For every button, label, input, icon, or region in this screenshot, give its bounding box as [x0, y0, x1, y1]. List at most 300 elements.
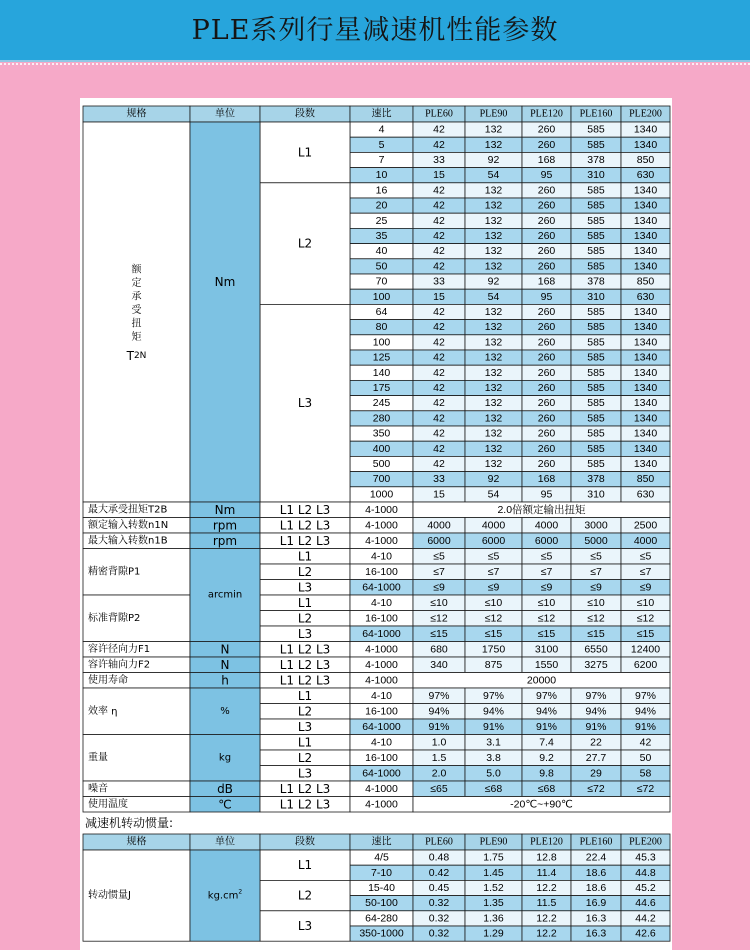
backlash-unit: arcmin — [207, 589, 243, 601]
backlash-row-value: ≤12 — [587, 612, 605, 625]
torque-row-value: 132 — [484, 321, 503, 334]
torque-row-value: 260 — [537, 184, 556, 197]
backlash-row-value: ≤5 — [433, 550, 445, 563]
torque-row-value: 1340 — [633, 336, 658, 349]
torque-row-value: 585 — [587, 412, 605, 425]
torque-row-value: 378 — [587, 275, 605, 288]
torque-row-ratio: 10 — [375, 169, 388, 182]
inertia-row-value: 44.8 — [635, 866, 656, 879]
torque-row-value: 378 — [587, 473, 605, 486]
weight-row-value: 58 — [639, 767, 652, 780]
torque-row-value: 585 — [587, 382, 605, 394]
torque-stage-label: L3 — [297, 396, 313, 411]
torque-row-ratio: 700 — [372, 473, 391, 486]
efficiency-row-value: 91% — [482, 720, 505, 733]
torque-row-value: 310 — [587, 169, 605, 182]
torque-row-value: 42 — [433, 245, 445, 258]
backlash-row-ratio: 16-100 — [365, 565, 398, 578]
torque-row-ratio: 4 — [378, 123, 385, 136]
spec-row-value: 4000 — [633, 534, 658, 547]
torque-row-value: 92 — [487, 275, 500, 288]
inertia-row-value: 0.42 — [428, 866, 450, 879]
backlash-row-value: ≤10 — [537, 596, 556, 609]
torque-row-value: 260 — [537, 351, 556, 364]
torque-label-char: 扭 — [131, 318, 142, 330]
torque-row-value: 260 — [537, 412, 556, 425]
torque-row-value: 132 — [484, 184, 503, 197]
backlash-row-stage: L2 — [297, 611, 313, 626]
force-row-label: 容许径向力F1 — [88, 643, 151, 655]
backlash-row-value: ≤10 — [484, 596, 503, 609]
backlash-row-value: ≤10 — [636, 596, 655, 609]
force-row-ratio: 4-1000 — [365, 674, 398, 687]
backlash-row-stage: L3 — [297, 580, 313, 595]
torque-label-char: 矩 — [131, 332, 142, 343]
torque-row-value: 260 — [537, 306, 556, 318]
torque-row-value: 585 — [587, 245, 605, 258]
backlash-row-value: ≤5 — [590, 550, 602, 563]
weight-row-value: 2.0 — [431, 767, 447, 780]
backlash-row-value: ≤15 — [636, 627, 655, 640]
spec-row-value: 6000 — [427, 534, 451, 547]
torque-row-value: 585 — [587, 351, 605, 364]
torque-row-value: 132 — [484, 427, 503, 440]
inertia-row-value: 18.6 — [585, 882, 607, 894]
torque-row-value: 54 — [487, 290, 500, 303]
torque-row-value: 54 — [487, 169, 500, 182]
efficiency-row-value: 97% — [535, 689, 558, 702]
weight-unit: kg — [218, 752, 232, 764]
torque-row-value: 132 — [484, 214, 503, 227]
torque-row-ratio: 80 — [375, 321, 388, 334]
spec-row-label: 最大输入转数n1B — [88, 535, 168, 547]
torque-row-value: 42 — [433, 427, 445, 440]
inertia-row-value: 12.2 — [536, 912, 557, 925]
torque-row-value: 132 — [484, 123, 503, 136]
torque-row-value: 1340 — [633, 199, 658, 212]
force-row-stages: L1 L2 L3 — [279, 657, 331, 672]
inertia-row-value: 12.2 — [536, 927, 557, 940]
noise-row-unit: dB — [217, 781, 233, 796]
torque-row-value: 1340 — [633, 260, 658, 273]
torque-row-value: 42 — [433, 306, 445, 318]
main-header-4: 速比 — [371, 108, 392, 120]
force-row-value: 1750 — [481, 643, 506, 656]
main-header-1: 规格 — [126, 108, 147, 120]
torque-row-value: 260 — [537, 260, 556, 273]
torque-row-value: 1340 — [633, 366, 658, 379]
torque-row-value: 132 — [484, 245, 503, 258]
torque-row-value: 585 — [587, 397, 605, 410]
main-header-2: 单位 — [215, 108, 235, 120]
torque-row-value: 630 — [636, 290, 655, 303]
inertia-row-value: 12.8 — [536, 851, 557, 864]
torque-row-ratio: 5 — [378, 138, 385, 151]
torque-row-value: 42 — [433, 230, 445, 242]
torque-row-value: 585 — [587, 184, 605, 197]
backlash-row-value: ≤12 — [636, 612, 655, 625]
torque-row-value: 585 — [587, 306, 605, 318]
torque-row-value: 42 — [433, 214, 445, 227]
noise-row-value: ≤68 — [484, 782, 503, 795]
weight-row-value: 50 — [639, 751, 652, 764]
main-header-6: PLE90 — [479, 108, 508, 120]
inertia-stage-label: L2 — [297, 888, 313, 903]
backlash-row-value: ≤12 — [484, 612, 503, 625]
torque-row-value: 260 — [537, 442, 556, 455]
backlash-row-ratio: 64-1000 — [362, 581, 401, 594]
spec-row-ratio: 4-1000 — [365, 519, 398, 532]
inertia-header-3: 段数 — [295, 836, 315, 848]
torque-row-value: 42 — [433, 366, 445, 379]
torque-row-value: 585 — [587, 427, 605, 440]
backlash-row-stage: L1 — [297, 595, 313, 610]
spec-row-unit: rpm — [212, 518, 238, 533]
torque-row-ratio: 140 — [372, 366, 391, 379]
torque-row-value: 585 — [587, 138, 605, 151]
weight-row-ratio: 16-100 — [365, 751, 398, 764]
backlash-row-value: ≤15 — [587, 627, 605, 640]
efficiency-row-value: 94% — [585, 705, 607, 718]
force-row-value: 3275 — [584, 658, 608, 671]
torque-row-value: 33 — [433, 275, 445, 288]
backlash-row-value: ≤5 — [639, 550, 652, 563]
inertia-row-value: 18.6 — [585, 866, 607, 879]
force-row-ratio: 4-1000 — [365, 643, 398, 656]
force-row-unit: N — [220, 642, 230, 657]
torque-row-ratio: 100 — [372, 336, 391, 349]
inertia-header-8: PLE160 — [579, 836, 613, 848]
efficiency-row-value: 97% — [585, 689, 607, 702]
torque-row-value: 132 — [484, 351, 503, 364]
inertia-header-2: 单位 — [215, 836, 235, 848]
torque-row-value: 42 — [433, 321, 445, 334]
inertia-row-value: 42.6 — [635, 927, 656, 940]
inertia-row-value: 0.32 — [428, 912, 450, 925]
torque-stage-label: L2 — [297, 236, 313, 251]
backlash-row-value: ≤15 — [430, 627, 448, 640]
torque-row-value: 585 — [587, 260, 605, 273]
spec-row-stages: L1 L2 L3 — [279, 533, 331, 548]
main-header-5: PLE60 — [425, 108, 453, 120]
torque-row-value: 260 — [537, 230, 556, 242]
inertia-stage-label: L1 — [297, 858, 313, 873]
torque-row-ratio: 1000 — [369, 488, 394, 501]
torque-row-value: 15 — [433, 488, 445, 501]
torque-row-value: 132 — [484, 138, 503, 151]
temperature-row-ratio: 4-1000 — [365, 798, 398, 811]
spec-row-value: 4000 — [534, 519, 559, 532]
inertia-row-value: 1.45 — [483, 866, 504, 879]
spec-row-value: 4000 — [481, 519, 506, 532]
spec-row-value: 3000 — [584, 519, 608, 532]
torque-row-value: 132 — [484, 412, 503, 425]
torque-stage-label: L1 — [297, 145, 313, 160]
inertia-row-value: 16.9 — [585, 897, 607, 910]
backlash-row-value: ≤7 — [639, 565, 652, 578]
torque-row-value: 1340 — [633, 412, 658, 425]
torque-row-value: 132 — [484, 260, 503, 273]
force-row-merged-value: 20000 — [526, 674, 557, 687]
efficiency-row-stage: L1 — [297, 688, 313, 703]
weight-row-value: 7.4 — [539, 736, 554, 749]
inertia-row-ratio: 15-40 — [368, 882, 395, 894]
efficiency-row-value: 94% — [428, 705, 450, 718]
force-row-label: 使用寿命 — [88, 674, 128, 686]
inertia-row-value: 11.4 — [536, 866, 557, 879]
weight-row-ratio: 64-1000 — [362, 767, 401, 780]
noise-row-value: ≤72 — [587, 782, 605, 795]
force-row-value: 6550 — [584, 643, 608, 656]
torque-row-ratio: 40 — [375, 245, 388, 258]
backlash-row-value: ≤5 — [540, 550, 553, 563]
spec-row-label: 额定输入转数n1N — [88, 519, 169, 531]
weight-row-stage: L2 — [297, 750, 313, 765]
torque-row-value: 1340 — [633, 321, 658, 334]
torque-row-ratio: 70 — [375, 275, 388, 288]
efficiency-row-ratio: 16-100 — [365, 705, 398, 718]
torque-label-char: 承 — [131, 291, 142, 303]
efficiency-row-value: 91% — [428, 720, 450, 733]
torque-row-value: 1340 — [633, 123, 658, 136]
inertia-header-9: PLE200 — [629, 836, 662, 848]
torque-row-value: 42 — [433, 336, 445, 349]
noise-row-value: ≤72 — [636, 782, 655, 795]
torque-row-value: 132 — [484, 306, 503, 318]
backlash-row-label: 精密背隙P1 — [88, 566, 141, 578]
force-row-value: 12400 — [630, 643, 661, 656]
torque-row-value: 95 — [540, 169, 553, 182]
torque-row-value: 95 — [540, 290, 553, 303]
inertia-row-value: 22.4 — [585, 851, 607, 864]
temperature-row-stages: L1 L2 L3 — [279, 797, 331, 812]
inertia-header-7: PLE120 — [530, 836, 563, 848]
torque-row-value: 310 — [587, 290, 605, 303]
page-title: PLE系列行星减速机性能参数 — [191, 15, 559, 46]
torque-row-value: 42 — [433, 458, 445, 470]
backlash-row-value: ≤15 — [537, 627, 556, 640]
torque-unit: Nm — [214, 275, 236, 289]
inertia-row-value: 16.3 — [585, 927, 607, 940]
efficiency-row-stage: L2 — [297, 704, 313, 719]
spec-row-ratio: 4-1000 — [365, 503, 398, 516]
force-row-value: 340 — [430, 658, 448, 671]
temperature-row-merged-value: -20℃~+90℃ — [510, 798, 573, 811]
spec-row-unit: Nm — [214, 502, 236, 517]
torque-row-value: 850 — [636, 473, 655, 486]
backlash-row-value: ≤9 — [487, 581, 500, 594]
inertia-label: 转动惯量J — [88, 890, 131, 902]
inertia-row-value: 0.32 — [428, 927, 450, 940]
backlash-row-value: ≤10 — [430, 596, 448, 609]
inertia-row-ratio: 7-10 — [370, 866, 393, 879]
torque-row-value: 310 — [587, 488, 605, 501]
torque-row-value: 585 — [587, 442, 605, 455]
torque-row-value: 132 — [484, 199, 503, 212]
inertia-row-ratio: 4/5 — [374, 851, 389, 864]
torque-row-ratio: 7 — [378, 154, 385, 166]
torque-row-value: 132 — [484, 382, 503, 394]
torque-row-value: 92 — [487, 154, 500, 166]
inertia-section-title: 减速机转动惯量: — [85, 816, 174, 830]
efficiency-row-value: 91% — [634, 720, 657, 733]
inertia-row-value: 1.29 — [483, 927, 504, 940]
torque-row-value: 42 — [433, 412, 445, 425]
torque-row-ratio: 50 — [375, 260, 388, 273]
weight-row-stage: L3 — [297, 766, 313, 781]
torque-row-ratio: 175 — [372, 382, 391, 394]
noise-row-value: ≤65 — [430, 782, 448, 795]
torque-row-ratio: 245 — [372, 397, 391, 410]
torque-row-value: 260 — [537, 245, 556, 258]
weight-row-value: 3.8 — [486, 751, 501, 764]
weight-row-stage: L1 — [297, 735, 313, 750]
torque-row-value: 585 — [587, 336, 605, 349]
torque-row-value: 168 — [537, 154, 556, 166]
torque-row-value: 1340 — [633, 442, 658, 455]
torque-row-value: 42 — [433, 382, 445, 394]
spec-row-value: 5000 — [584, 534, 608, 547]
spec-row-value: 6000 — [534, 534, 559, 547]
torque-row-value: 260 — [537, 321, 556, 334]
torque-row-value: 850 — [636, 154, 655, 166]
efficiency-unit: % — [220, 705, 230, 717]
backlash-row-stage: L3 — [297, 626, 313, 641]
torque-label-char: 额 — [131, 264, 142, 276]
main-header-9: PLE200 — [629, 108, 662, 120]
inertia-unit: $kg.cm^2$ — [207, 888, 243, 902]
backlash-row-value: ≤7 — [590, 565, 602, 578]
torque-row-ratio: 280 — [372, 412, 391, 425]
inertia-row-ratio: 350-1000 — [359, 927, 404, 940]
force-row-value: 6200 — [633, 658, 658, 671]
weight-row-value: 3.1 — [486, 736, 501, 749]
force-row-label: 容许轴向力F2 — [88, 659, 151, 671]
inertia-header-5: PLE60 — [425, 836, 453, 848]
efficiency-row-ratio: 4-10 — [370, 689, 393, 702]
torque-row-value: 42 — [433, 442, 445, 455]
efficiency-row-value: 91% — [585, 720, 607, 733]
torque-row-value: 260 — [537, 214, 556, 227]
force-row-value: 875 — [484, 658, 503, 671]
torque-row-ratio: 16 — [375, 184, 388, 197]
torque-row-ratio: 100 — [372, 290, 391, 303]
weight-row-value: 9.8 — [539, 767, 554, 780]
torque-row-value: 1340 — [633, 138, 658, 151]
spec-row-merged-value: 2.0倍额定输出扭矩 — [497, 503, 586, 516]
torque-row-value: 260 — [537, 397, 556, 410]
torque-row-ratio: 35 — [375, 230, 388, 242]
inertia-row-value: 45.3 — [635, 851, 656, 864]
weight-row-label: 重量 — [88, 752, 108, 764]
inertia-row-value: 11.5 — [536, 897, 557, 910]
spec-row-value: 4000 — [427, 519, 451, 532]
inertia-row-value: 1.52 — [483, 882, 504, 894]
torque-row-value: 1340 — [633, 427, 658, 440]
force-row-stages: L1 L2 L3 — [279, 642, 331, 657]
torque-symbol: T2N — [126, 349, 147, 363]
torque-row-value: 585 — [587, 458, 605, 470]
force-row-value: 680 — [430, 643, 448, 656]
backlash-row-value: ≤9 — [590, 581, 602, 594]
efficiency-row-value: 97% — [634, 689, 657, 702]
weight-row-value: 5.0 — [486, 767, 501, 780]
torque-unit-cell — [190, 122, 260, 502]
spec-row-stages: L1 L2 L3 — [279, 518, 331, 533]
backlash-row-value: ≤5 — [487, 550, 500, 563]
spec-row-value: 2500 — [633, 519, 658, 532]
efficiency-row-value: 97% — [428, 689, 450, 702]
temperature-row-unit: ℃ — [218, 797, 232, 812]
torque-row-value: 260 — [537, 199, 556, 212]
torque-row-value: 33 — [433, 154, 445, 166]
backlash-row-value: ≤9 — [540, 581, 553, 594]
spec-row-label: 最大承受扭矩T2B — [88, 504, 168, 516]
torque-row-value: 585 — [587, 199, 605, 212]
inertia-header-1: 规格 — [126, 836, 147, 848]
inertia-row-ratio: 64-280 — [365, 912, 398, 925]
torque-row-value: 15 — [433, 169, 445, 182]
weight-row-value: 42 — [639, 736, 652, 749]
torque-label-char: 受 — [131, 305, 142, 316]
backlash-row-value: ≤12 — [430, 612, 448, 625]
torque-row-value: 585 — [587, 214, 605, 227]
inertia-row-value: 44.6 — [635, 897, 656, 910]
torque-row-ratio: 350 — [372, 427, 391, 440]
inertia-row-value: 1.35 — [483, 897, 504, 910]
efficiency-row-value: 97% — [482, 689, 505, 702]
backlash-row-ratio: 4-10 — [370, 596, 393, 609]
torque-row-value: 1340 — [633, 245, 658, 258]
weight-row-value: 22 — [590, 736, 602, 749]
force-row-value: 3100 — [534, 643, 559, 656]
torque-row-value: 95 — [540, 488, 553, 501]
backlash-row-value: ≤15 — [484, 627, 503, 640]
backlash-row-value: ≤7 — [540, 565, 553, 578]
torque-row-ratio: 25 — [375, 214, 388, 227]
backlash-row-value: ≤9 — [433, 581, 445, 594]
torque-row-value: 378 — [587, 154, 605, 166]
torque-row-value: 1340 — [633, 351, 658, 364]
torque-row-value: 630 — [636, 488, 655, 501]
inertia-stage-label: L3 — [297, 919, 313, 933]
inertia-row-value: 45.2 — [635, 882, 656, 894]
torque-row-value: 1340 — [633, 184, 658, 197]
torque-row-value: 132 — [484, 336, 503, 349]
torque-row-value: 132 — [484, 397, 503, 410]
inertia-row-value: 0.45 — [428, 882, 450, 894]
torque-row-value: 850 — [636, 275, 655, 288]
inertia-row-value: 12.2 — [536, 882, 557, 894]
weight-row-value: 9.2 — [539, 751, 554, 764]
torque-row-value: 54 — [487, 488, 500, 501]
efficiency-row-value: 94% — [535, 705, 558, 718]
torque-row-value: 42 — [433, 138, 445, 151]
efficiency-row-value: 94% — [634, 705, 657, 718]
efficiency-row-label: 效率 η — [88, 705, 118, 717]
main-header-3: 段数 — [295, 108, 315, 120]
inertia-header-6: PLE90 — [479, 836, 508, 848]
torque-row-value: 260 — [537, 366, 556, 379]
torque-row-value: 260 — [537, 123, 556, 136]
torque-row-value: 585 — [587, 366, 605, 379]
torque-row-value: 42 — [433, 351, 445, 364]
weight-row-ratio: 4-10 — [370, 736, 393, 749]
torque-row-ratio: 64 — [375, 306, 388, 318]
efficiency-row-stage: L3 — [297, 719, 313, 734]
backlash-row-ratio: 64-1000 — [362, 627, 401, 640]
torque-row-value: 585 — [587, 230, 605, 242]
